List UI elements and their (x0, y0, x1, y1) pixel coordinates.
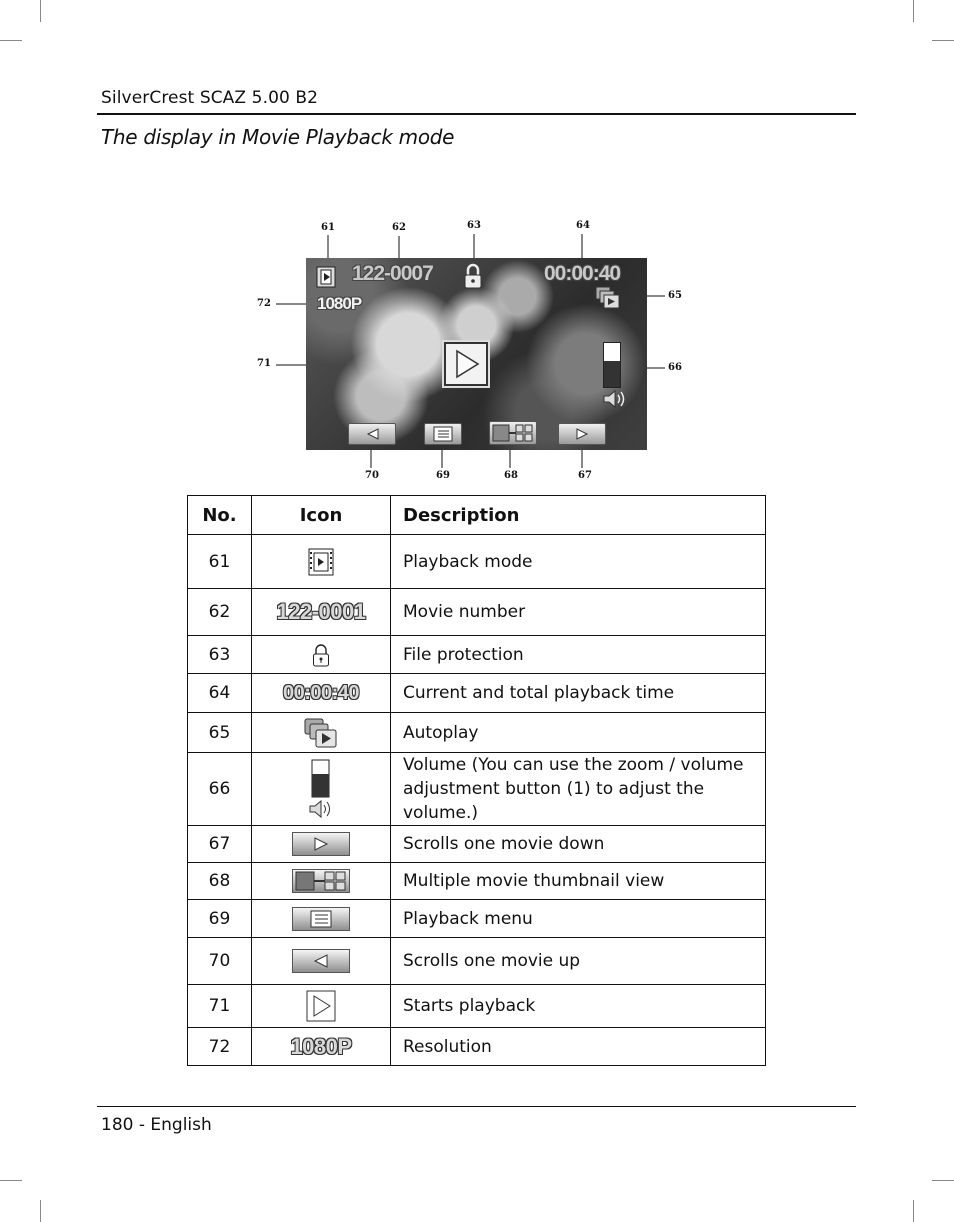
autoplay-icon (595, 286, 621, 310)
row-description: Playback menu (391, 900, 766, 938)
row-description: Resolution (391, 1028, 766, 1066)
callout-67: 67 (578, 470, 592, 481)
crop-mark (913, 1200, 914, 1222)
table-row (188, 753, 766, 826)
resolution-label: 1080P (317, 294, 362, 313)
header-no: No. (188, 496, 252, 535)
callout-71: 71 (257, 358, 271, 369)
row-number: 61 (188, 535, 252, 589)
table-row (188, 863, 766, 900)
row-number: 64 (188, 674, 252, 713)
table-row (188, 713, 766, 753)
icon-description-table (187, 495, 766, 1066)
row-number: 71 (188, 985, 252, 1028)
lock-icon (312, 643, 330, 667)
thumbnail-view-icon (490, 422, 536, 444)
row-number: 69 (188, 900, 252, 938)
volume-level-fill (604, 361, 620, 387)
callout-64: 64 (576, 220, 590, 231)
playback-time-label: 00:00:40 (544, 262, 621, 285)
next-button-icon (292, 832, 350, 856)
resolution-icon: 1080P (290, 1033, 352, 1059)
row-number: 70 (188, 938, 252, 985)
menu-icon (425, 424, 461, 444)
crop-mark (40, 1200, 41, 1222)
row-description: File protection (391, 636, 766, 674)
table-row (188, 900, 766, 938)
row-description: Current and total playback time (391, 674, 766, 713)
movie-number-label: 122-0007 (352, 262, 433, 285)
row-number: 62 (188, 589, 252, 636)
play-icon (306, 990, 336, 1022)
row-number: 72 (188, 1028, 252, 1066)
crop-mark (40, 0, 41, 22)
thumbnail-grid-icon (293, 870, 349, 892)
next-icon (559, 424, 605, 444)
callout-66: 66 (668, 362, 682, 373)
previous-icon (293, 950, 349, 972)
play-icon (446, 344, 486, 384)
camera-screen (306, 258, 647, 450)
table-row (188, 938, 766, 985)
movie-number-icon: 122-0001 (276, 599, 366, 624)
autoplay-icon (304, 718, 338, 748)
callout-65: 65 (668, 290, 682, 301)
menu-button-icon (292, 907, 350, 931)
crop-mark (932, 1180, 954, 1181)
thumbnail-view-button[interactable] (489, 421, 537, 445)
callout-69: 69 (436, 470, 450, 481)
crop-mark (0, 1180, 22, 1181)
volume-bar[interactable] (603, 342, 621, 388)
playback-mode-icon (316, 266, 336, 288)
playback-screen-diagram (250, 210, 700, 490)
row-number: 67 (188, 826, 252, 863)
page-footer: 180 - English (101, 1115, 212, 1135)
previous-icon (349, 424, 395, 444)
footer-rule (97, 1106, 856, 1107)
table-row (188, 535, 766, 589)
row-number: 66 (188, 753, 252, 826)
row-number: 63 (188, 636, 252, 674)
callout-63: 63 (467, 220, 481, 231)
row-number: 68 (188, 863, 252, 900)
table-row (188, 1028, 766, 1066)
volume-icon (306, 758, 336, 820)
lock-icon (463, 263, 483, 289)
row-description: Scrolls one movie up (391, 938, 766, 985)
previous-button-icon (292, 949, 350, 973)
row-description: Multiple movie thumbnail view (391, 863, 766, 900)
next-icon (293, 833, 349, 855)
header-rule (97, 113, 856, 115)
table-row (188, 636, 766, 674)
row-description: Scrolls one movie down (391, 826, 766, 863)
table-row (188, 674, 766, 713)
thumbnail-view-icon (292, 869, 350, 893)
playback-mode-icon (308, 548, 334, 576)
callout-70: 70 (365, 470, 379, 481)
crop-mark (0, 40, 22, 41)
table-row (188, 826, 766, 863)
crop-mark (913, 0, 914, 22)
header-product-title: SilverCrest SCAZ 5.00 B2 (101, 88, 319, 108)
table-row (188, 985, 766, 1028)
row-description: Playback mode (391, 535, 766, 589)
next-button[interactable] (558, 423, 606, 445)
callout-72: 72 (257, 298, 271, 309)
callout-61: 61 (321, 222, 335, 233)
row-description: Movie number (391, 589, 766, 636)
crop-mark (932, 40, 954, 41)
row-number: 65 (188, 713, 252, 753)
playback-time-icon: 00:00:40 (282, 681, 360, 704)
row-description: Starts playback (391, 985, 766, 1028)
speaker-icon (602, 388, 626, 410)
callout-68: 68 (504, 470, 518, 481)
row-description: Autoplay (391, 713, 766, 753)
menu-button[interactable] (424, 423, 462, 445)
table-row (188, 589, 766, 636)
menu-icon (293, 908, 349, 930)
header-icon: Icon (252, 496, 391, 535)
row-description: Volume (You can use the zoom / volume adjustment button (1) to adjust the volume.) (391, 753, 766, 826)
callout-62: 62 (392, 222, 406, 233)
previous-button[interactable] (348, 423, 396, 445)
play-button[interactable] (444, 342, 488, 386)
header-description: Description (391, 496, 766, 535)
section-title: The display in Movie Playback mode (101, 125, 455, 149)
table-header-row (188, 496, 766, 535)
